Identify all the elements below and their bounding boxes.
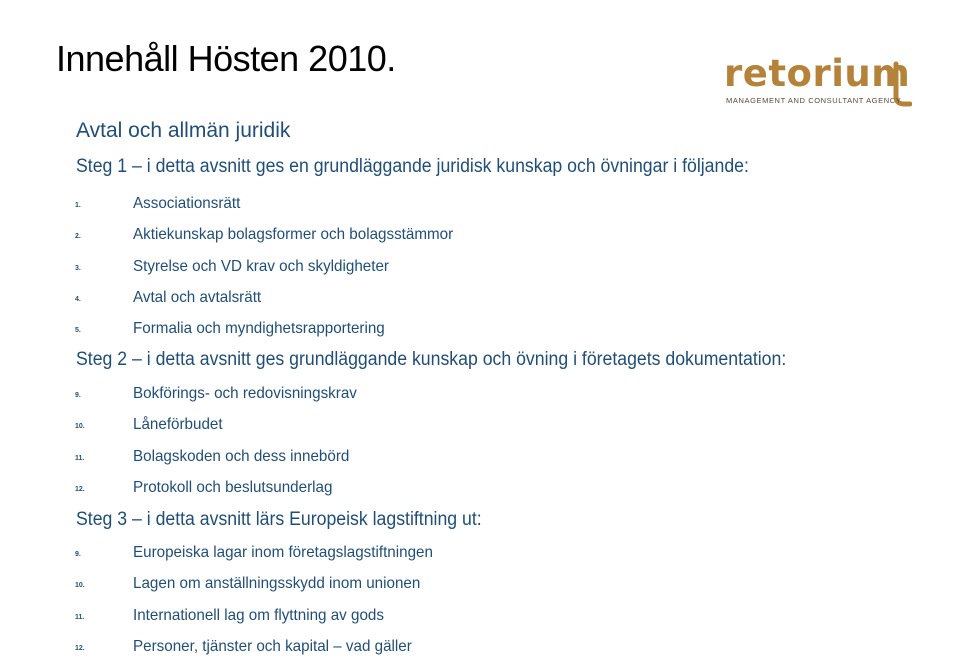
list-item bbox=[0, 479, 960, 501]
list-label: Lagen om anställningsskydd inom unionen bbox=[133, 575, 421, 592]
list-number: 9. bbox=[75, 392, 81, 399]
list-number: 12. bbox=[75, 486, 85, 493]
list-number: 5. bbox=[75, 327, 81, 334]
list-number: 11. bbox=[75, 614, 85, 621]
list-item bbox=[0, 638, 960, 660]
step-2-heading: Steg 2 – i detta avsnitt ges grundläggande kunskap och övning i företagets dokumentation: bbox=[76, 349, 787, 370]
list-item bbox=[0, 226, 960, 248]
list-number: 3. bbox=[75, 265, 81, 272]
list-number: 11. bbox=[75, 455, 85, 462]
list-label: Associationsrätt bbox=[133, 195, 241, 212]
section-title: Avtal och allmän juridik bbox=[76, 119, 291, 142]
list-item bbox=[0, 195, 960, 217]
logo-wordmark: retorium bbox=[724, 52, 911, 95]
step-1-heading: Steg 1 – i detta avsnitt ges en grundläggande juridisk kunskap och övningar i följande: bbox=[76, 156, 749, 177]
list-label: Internationell lag om flyttning av gods bbox=[133, 607, 384, 624]
list-number: 4. bbox=[75, 296, 81, 303]
list-number: 10. bbox=[75, 582, 85, 589]
list-number: 12. bbox=[75, 645, 85, 652]
logo-tagline: MANAGEMENT AND CONSULTANT AGENCY bbox=[726, 96, 902, 105]
list-item bbox=[0, 320, 960, 342]
list-item bbox=[0, 289, 960, 311]
list-label: Styrelse och VD krav och skyldigheter bbox=[133, 258, 389, 275]
list-label: Bolagskoden och dess innebörd bbox=[133, 448, 350, 465]
list-item bbox=[0, 607, 960, 629]
list-label: Aktiekunskap bolagsformer och bolagsstämmor bbox=[133, 226, 454, 243]
list-item bbox=[0, 575, 960, 597]
list-label: Protokoll och beslutsunderlag bbox=[133, 479, 333, 496]
list-label: Låneförbudet bbox=[133, 416, 223, 433]
list-number: 9. bbox=[75, 551, 81, 558]
list-item bbox=[0, 416, 960, 438]
list-number: 10. bbox=[75, 423, 85, 430]
list-label: Formalia och myndighetsrapportering bbox=[133, 320, 385, 337]
list-label: Personer, tjänster och kapital – vad gäller bbox=[133, 638, 412, 655]
list-label: Europeiska lagar inom företagslagstiftningen bbox=[133, 544, 433, 561]
list-item bbox=[0, 385, 960, 407]
company-logo bbox=[724, 52, 914, 110]
page-title: Innehåll Hösten 2010. bbox=[56, 38, 396, 79]
list-label: Bokförings- och redovisningskrav bbox=[133, 385, 357, 402]
list-item bbox=[0, 544, 960, 566]
list-item bbox=[0, 258, 960, 280]
list-label: Avtal och avtalsrätt bbox=[133, 289, 262, 306]
step-3-heading: Steg 3 – i detta avsnitt lärs Europeisk lagstiftning ut: bbox=[76, 509, 482, 530]
list-item bbox=[0, 448, 960, 470]
list-number: 2. bbox=[75, 233, 81, 240]
list-number: 1. bbox=[75, 202, 81, 209]
